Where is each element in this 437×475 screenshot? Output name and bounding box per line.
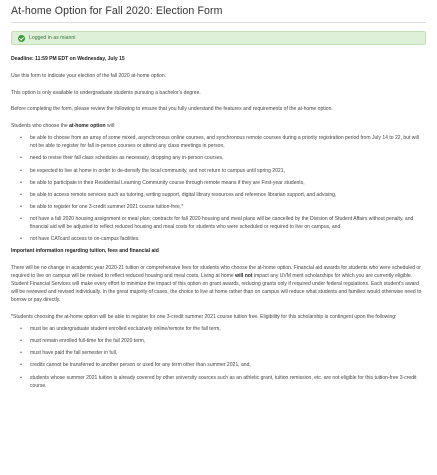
list-item: • must be an undergraduate student enrolled exclusively online/remote for the fall term, <box>30 325 426 333</box>
form-content <box>11 55 426 394</box>
deadline-value: 11:59 PM EDT on Wednesday, July 15 <box>35 56 125 62</box>
deadline <box>11 55 426 63</box>
list-item: • be able to register for one 3-credit summer 2021 course tuition-free,* <box>30 203 426 211</box>
students-lead-bold: at-home option <box>69 123 106 130</box>
intro-paragraph: Before completing the form, please review the following to ensure that you fully understand the features and requirements of the at-home option. <box>11 106 333 113</box>
list-item: • be expected to live at home in order to de-densify the local community, and not return to campus until spring 2021, <box>30 167 426 175</box>
tuition-paragraph <box>11 264 426 304</box>
summer-paragraph: *Students choosing the at-home option will be able to register for one 3-credit summer 2021 course tuition free. Eligibility for this scholarship is contingent upon the following: <box>11 314 397 321</box>
students-lead <box>11 122 426 130</box>
deadline-label: Deadline: <box>11 56 34 62</box>
list-item: • be able to access remote services such as tutoring, writing support, digital library resources and reference librarian support, and advising, <box>30 191 426 199</box>
list-item: • be able to participate in their Residential Learning Community course through remote means if they are First-year students, <box>30 179 426 187</box>
check-circle-icon <box>18 35 25 42</box>
summer-eligibility-list <box>11 325 426 390</box>
list-item: • students whose summer 2021 tuition is already covered by other university sources such as an athletic grant, tuition remission, etc. are not eligible for this tuition-free 3-credit course. <box>30 374 426 390</box>
tuition-text: There will be no change in academic year 2020-21 tuition or comprehensive fees for students who choose the at-home option. Financial aid awards for students who were scheduled or required to live on campus will be revised to reflect reduced housing and meal costs. Living at home <box>11 264 421 280</box>
page-title: At-home Option for Fall 2020: Election Form <box>11 5 223 17</box>
list-item: • not have a fall 2020 housing assignment or meal plan; contracts for fall 2020 housing and meal plans will be cancelled by the Division of Student Affairs without penalty, and financial aid will be adjusted to reflect reduced housing and meal costs for students who were scheduled or required to live on campus, and <box>30 215 426 231</box>
list-item: • credits cannot be transferred to another person or used for any term other than summer 2021, and, <box>30 361 426 369</box>
students-lead-text: will: <box>105 123 116 130</box>
intro-paragraph: Use this form to indicate your election of the fall 2020 at-home option. <box>11 72 167 79</box>
intro-paragraph: This option is only available to undergraduate students pursuing a bachelor's degree. <box>11 89 201 96</box>
login-alert <box>11 31 426 45</box>
list-item: • need to revise their fall class schedules as necessary, dropping any in-person courses, <box>30 154 426 162</box>
option-features-list <box>11 134 426 243</box>
tuition-bold: will not <box>235 273 253 280</box>
tuition-text: impact any UVM merit scholarships for which you are currently eligible. Student Financial Services will make every effort to minimize the impact of this option on grant awards, reducing grants only if required under federal regulations. Each student's award will be reviewed and revised individually. In the great majority of cases, the choice to live at home rather than on campus will reduce what students and families would otherwise need to borrow or pay directly. <box>11 273 422 304</box>
list-item: • must have paid the fall semester in full, <box>30 349 426 357</box>
students-lead-text: Students who choose the <box>11 123 70 130</box>
list-item: • be able to choose from an array of some mixed, asynchronous online courses, and synchronous remote courses during a priority registration period from July 14 to 22, but will not be able to register for fall in-person courses or attend any class meetings in person, <box>30 134 426 150</box>
alert-text: Logged in as mianni <box>29 35 76 41</box>
list-item: • not have CATcard access to on-campus facilities. <box>30 235 426 243</box>
title-divider <box>11 22 426 23</box>
tuition-heading: Important information regarding tuition, fees and financial aid <box>11 248 159 255</box>
list-item: • must remain enrolled full-time for the fall 2020 term, <box>30 337 426 345</box>
